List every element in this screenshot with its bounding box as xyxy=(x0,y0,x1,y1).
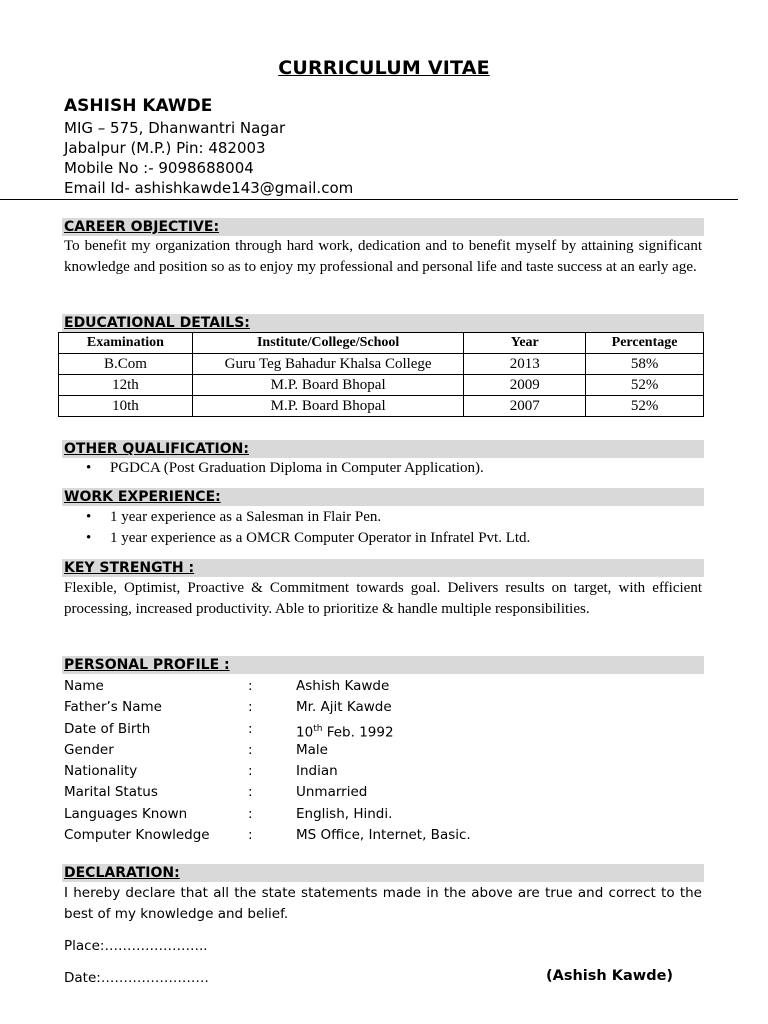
profile-label: Date of Birth xyxy=(64,720,151,737)
profile-separator: : xyxy=(248,784,253,801)
dob-suffix: th xyxy=(313,723,323,734)
date-line: Date:…………………… xyxy=(64,970,209,986)
profile-value: Unmarried xyxy=(296,784,368,801)
contact-block xyxy=(64,96,353,198)
table-cell: 2009 xyxy=(464,375,586,396)
section-heading-key-strength: KEY STRENGTH : xyxy=(62,559,704,577)
column-header: Institute/College/School xyxy=(192,333,464,354)
section-heading-work-experience: WORK EXPERIENCE: xyxy=(62,488,704,506)
applicant-name: ASHISH KAWDE xyxy=(64,96,213,116)
profile-value: MS Office, Internet, Basic. xyxy=(296,827,471,844)
table-row xyxy=(59,396,704,417)
profile-label: Father’s Name xyxy=(64,699,162,716)
table-row xyxy=(59,375,704,396)
table-cell: B.Com xyxy=(59,354,193,375)
profile-value: Male xyxy=(296,741,328,758)
place-line: Place:………………….. xyxy=(64,938,208,954)
dob-day: 10 xyxy=(296,724,314,741)
profile-label: Nationality xyxy=(64,763,138,780)
profile-value: English, Hindi. xyxy=(296,805,393,822)
table-cell: M.P. Board Bhopal xyxy=(192,375,464,396)
signature-name: (Ashish Kawde) xyxy=(546,968,674,984)
column-header: Percentage xyxy=(586,333,704,354)
education-table xyxy=(58,332,704,417)
table-cell: 52% xyxy=(586,396,704,417)
profile-value: Indian xyxy=(296,763,338,780)
profile-row-nationality xyxy=(64,761,704,782)
list-item: • 1 year experience as a Salesman in Flair Pen. xyxy=(110,507,530,528)
profile-separator: : xyxy=(248,805,253,822)
personal-profile-list xyxy=(64,676,704,846)
profile-label: Languages Known xyxy=(64,805,188,822)
profile-separator: : xyxy=(248,720,253,737)
profile-separator: : xyxy=(248,763,253,780)
address-line-1: MIG – 575, Dhanwantri Nagar xyxy=(64,119,286,137)
profile-row-date-of-birth xyxy=(64,719,704,740)
column-header: Year xyxy=(464,333,586,354)
other-qualification-list xyxy=(64,458,484,479)
profile-label: Name xyxy=(64,678,104,694)
section-heading-career: CAREER OBJECTIVE: xyxy=(62,218,704,236)
section-heading-personal-profile: PERSONAL PROFILE : xyxy=(62,656,704,674)
profile-separator: : xyxy=(248,827,253,844)
list-item: • PGDCA (Post Graduation Diploma in Computer Application). xyxy=(110,458,484,479)
work-experience-list xyxy=(64,507,530,549)
header-divider xyxy=(0,199,738,200)
section-heading-education: EDUCATIONAL DETAILS: xyxy=(62,314,704,332)
table-cell: 2007 xyxy=(464,396,586,417)
profile-row-computer-knowledge xyxy=(64,825,704,846)
table-cell: M.P. Board Bhopal xyxy=(192,396,464,417)
profile-label: Gender xyxy=(64,741,114,758)
profile-separator: : xyxy=(248,678,253,694)
profile-row-name xyxy=(64,676,704,697)
profile-separator: : xyxy=(248,741,253,758)
profile-label: Marital Status xyxy=(64,784,158,801)
profile-separator: : xyxy=(248,699,253,716)
table-cell: 10th xyxy=(59,396,193,417)
profile-value: Mr. Ajit Kawde xyxy=(296,699,392,716)
profile-row-gender xyxy=(64,740,704,761)
profile-row-fathers-name xyxy=(64,697,704,718)
list-item: • 1 year experience as a OMCR Computer Operator in Infratel Pvt. Ltd. xyxy=(110,528,530,549)
table-cell: 58% xyxy=(586,354,704,375)
table-cell: Guru Teg Bahadur Khalsa College xyxy=(192,354,464,375)
column-header: Examination xyxy=(59,333,193,354)
table-cell: 12th xyxy=(59,375,193,396)
profile-row-languages xyxy=(64,804,704,825)
mobile-number: Mobile No :- 9098688004 xyxy=(64,159,254,177)
profile-label: Computer Knowledge xyxy=(64,827,210,844)
key-strength-text: Flexible, Optimist, Proactive & Commitment towards goal. Delivers results on target, with efficient processing, increased productivity. Able to prioritize & handle multiple responsibilities. xyxy=(64,580,702,617)
address-line-2: Jabalpur (M.P.) Pin: 482003 xyxy=(64,139,266,157)
profile-row-marital-status xyxy=(64,782,704,803)
document-title: CURRICULUM VITAE xyxy=(278,57,490,79)
section-heading-declaration: DECLARATION: xyxy=(62,864,704,882)
table-cell: 2013 xyxy=(464,354,586,375)
table-cell: 52% xyxy=(586,375,704,396)
table-row xyxy=(59,354,704,375)
declaration-text: I hereby declare that all the state statements made in the above are true and correct to the best of my knowledge and belief. xyxy=(64,885,702,922)
career-objective-text: To benefit my organization through hard work, dedication and to benefit myself by attaining significant knowledge and position so as to enjoy my professional and personal life and taste success at an early age. xyxy=(64,238,702,275)
section-heading-other-qualification: OTHER QUALIFICATION: xyxy=(62,440,704,458)
email-address: Email Id- ashishkawde143@gmail.com xyxy=(64,179,354,197)
profile-value: Ashish Kawde xyxy=(296,678,390,694)
table-header-row xyxy=(59,333,704,354)
dob-month-year: Feb. 1992 xyxy=(322,724,394,741)
